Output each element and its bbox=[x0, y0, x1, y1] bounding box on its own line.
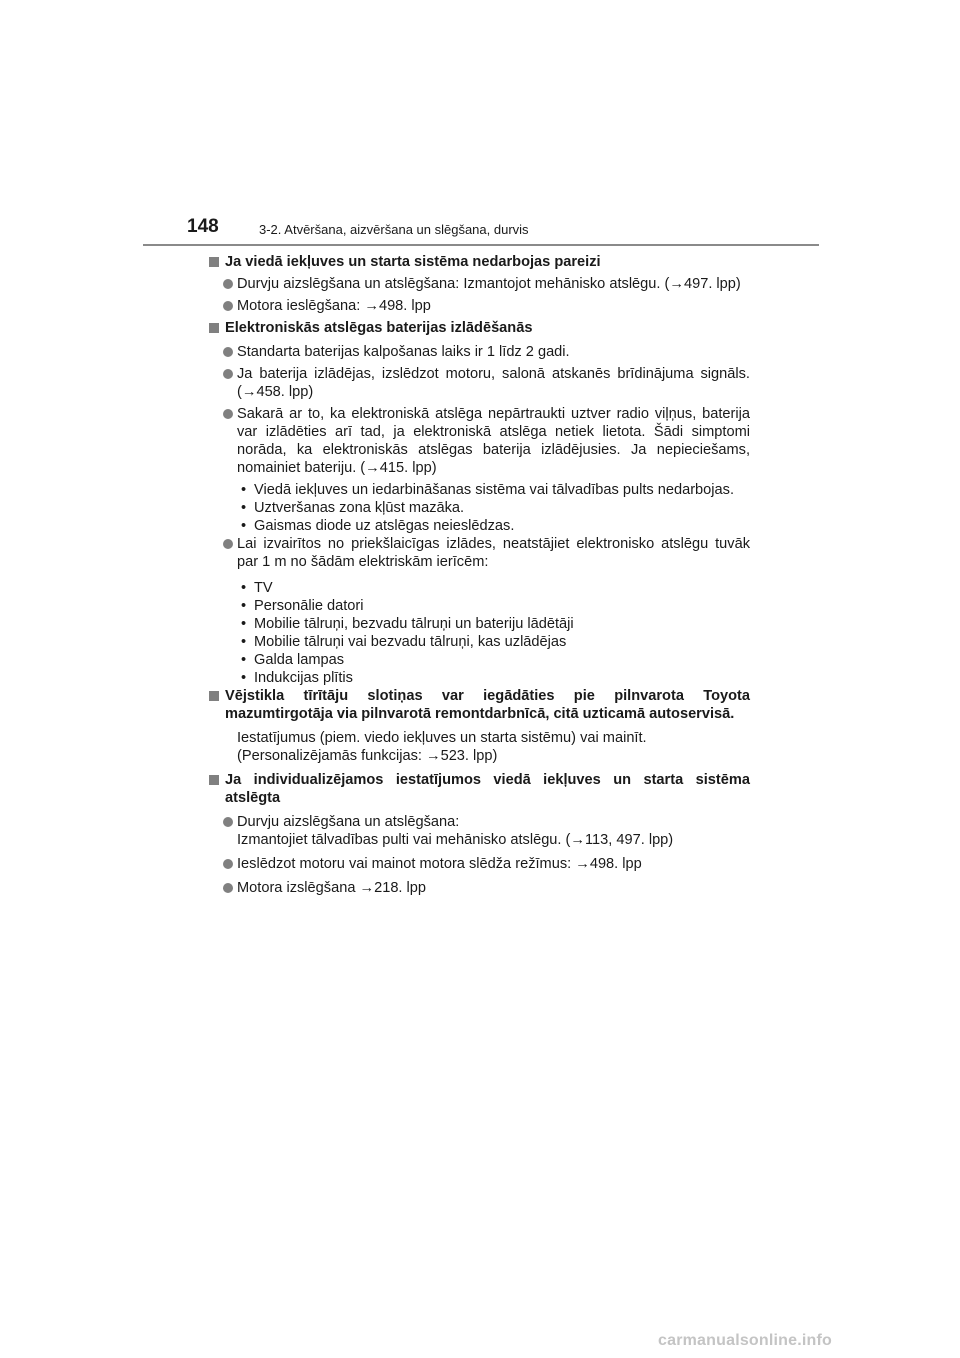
watermark-text[interactable]: carmanualsonline.info bbox=[658, 1332, 833, 1349]
small-bullet-icon: • bbox=[241, 598, 247, 614]
list-item bbox=[209, 813, 750, 849]
list-item bbox=[209, 855, 750, 873]
sub-list-item bbox=[209, 633, 750, 651]
sub-list-item bbox=[209, 499, 750, 517]
list-item bbox=[209, 275, 750, 293]
sub-list-item bbox=[209, 651, 750, 669]
sub-list-item bbox=[209, 669, 750, 687]
square-bullet-icon bbox=[209, 257, 219, 267]
small-bullet-icon: • bbox=[241, 616, 247, 632]
page-footer bbox=[658, 1332, 928, 1350]
list-item bbox=[209, 535, 750, 571]
list-item-text: Durvju aizslēgšana un atslēgšana: bbox=[237, 814, 460, 830]
list-item bbox=[209, 343, 750, 361]
small-bullet-icon: • bbox=[241, 518, 247, 534]
list-item-text: Ja baterija izlādējas, izslēdzot motoru, salonā atskanēs brīdinājuma signāls. (→458. lpp) bbox=[237, 366, 750, 400]
small-bullet-icon: • bbox=[241, 670, 247, 686]
list-item-text: Izmantojiet tālvadības pulti vai mehānisko atslēgu. (→113, 497. lpp) bbox=[237, 832, 674, 848]
list-item-text: Motora ieslēgšana: →498. lpp bbox=[237, 298, 431, 314]
round-bullet-icon bbox=[223, 409, 233, 419]
page-number: 148 bbox=[187, 216, 219, 237]
small-bullet-icon: • bbox=[241, 580, 247, 596]
section-title: 3-2. Atvēršana, aizvēršana un slēgšana, durvis bbox=[259, 222, 529, 237]
list-item bbox=[209, 879, 750, 897]
sub-list-item-text: Personālie datori bbox=[254, 598, 364, 614]
heading-text: Elektroniskās atslēgas baterijas izlādēšanās bbox=[225, 320, 533, 336]
square-bullet-icon bbox=[209, 775, 219, 785]
heading-key-battery-depletion bbox=[209, 319, 750, 337]
round-bullet-icon bbox=[223, 539, 233, 549]
round-bullet-icon bbox=[223, 279, 233, 289]
round-bullet-icon bbox=[223, 347, 233, 357]
heading-smart-entry-disabled bbox=[209, 771, 750, 807]
page-content bbox=[209, 253, 750, 897]
list-item-text: Ieslēdzot motoru vai mainot motora slēdža režīmus: →498. lpp bbox=[237, 856, 642, 872]
small-bullet-icon: • bbox=[241, 482, 247, 498]
square-bullet-icon bbox=[209, 691, 219, 701]
round-bullet-icon bbox=[223, 817, 233, 827]
paragraph: Iestatījumus (piem. viedo iekļuves un starta sistēmu) vai mainīt. bbox=[237, 730, 647, 746]
sub-list-item-text: Uztveršanas zona kļūst mazāka. bbox=[254, 500, 465, 516]
heading-text: Vējstikla tīrītāju slotiņas var iegādāties pie pilnvarota Toyota mazumtirgotāja via pilnvarotā remontdarbnīcā, citā uzticamā autoservisā. bbox=[225, 688, 750, 722]
list-item-text: Motora izslēgšana →218. lpp bbox=[237, 880, 427, 896]
header-rule bbox=[143, 244, 819, 246]
sub-list-item bbox=[209, 481, 750, 499]
sub-list-item-text: Gaismas diode uz atslēgas neieslēdzas. bbox=[254, 518, 515, 534]
heading-text: Ja individualizējamos iestatījumos viedā iekļuves un starta sistēma atslēgta bbox=[225, 772, 750, 806]
list-item bbox=[209, 365, 750, 401]
sub-list-item-text: Indukcijas plītis bbox=[254, 670, 353, 686]
sub-list-item bbox=[209, 615, 750, 633]
round-bullet-icon bbox=[223, 369, 233, 379]
small-bullet-icon: • bbox=[241, 652, 247, 668]
sub-list-item bbox=[209, 517, 750, 535]
heading-wiper-blades bbox=[209, 687, 750, 723]
heading-smart-entry-malfunction bbox=[209, 253, 750, 271]
round-bullet-icon bbox=[223, 859, 233, 869]
list-item-text: Durvju aizslēgšana un atslēgšana: Izmantojot mehānisko atslēgu. (→497. lpp) bbox=[237, 276, 741, 292]
page-header bbox=[187, 216, 827, 246]
sub-list-item-text: Mobilie tālruņi, bezvadu tālruņi un bateriju lādētāji bbox=[254, 616, 574, 632]
round-bullet-icon bbox=[223, 883, 233, 893]
list-item-text: Sakarā ar to, ka elektroniskā atslēga nepārtraukti uztver radio viļņus, baterija var izlādēties arī tad, ja elektroniskā atslēga netiek lietota. Šādi simptomi norāda, ka elektroniskās atslēgas baterija izlādējusies. Ja nepieciešams, nomainiet bateriju. (→415. lpp) bbox=[237, 406, 750, 476]
paragraph: (Personalizējamās funkcijas: →523. lpp) bbox=[237, 748, 498, 764]
small-bullet-icon: • bbox=[241, 500, 247, 516]
sub-list-item bbox=[209, 579, 750, 597]
sub-list-item-text: Mobilie tālruņi vai bezvadu tālruņi, kas uzlādējas bbox=[254, 634, 567, 650]
square-bullet-icon bbox=[209, 323, 219, 333]
small-bullet-icon: • bbox=[241, 634, 247, 650]
sub-list-item-text: Galda lampas bbox=[254, 652, 345, 668]
sub-list-item-text: TV bbox=[254, 580, 273, 596]
list-item-text: Standarta baterijas kalpošanas laiks ir 1 līdz 2 gadi. bbox=[237, 344, 570, 360]
sub-list-item-text: Viedā iekļuves un iedarbināšanas sistēma vai tālvadības pults nedarbojas. bbox=[254, 482, 734, 498]
sub-list-item bbox=[209, 597, 750, 615]
round-bullet-icon bbox=[223, 301, 233, 311]
list-item bbox=[209, 297, 750, 315]
heading-text: Ja viedā iekļuves un starta sistēma nedarbojas pareizi bbox=[225, 254, 601, 270]
list-item bbox=[209, 405, 750, 477]
list-item-text: Lai izvairītos no priekšlaicīgas izlādes, neatstājiet elektronisko atslēgu tuvāk par 1 m no šādām elektriskām ierīcēm: bbox=[237, 536, 750, 570]
